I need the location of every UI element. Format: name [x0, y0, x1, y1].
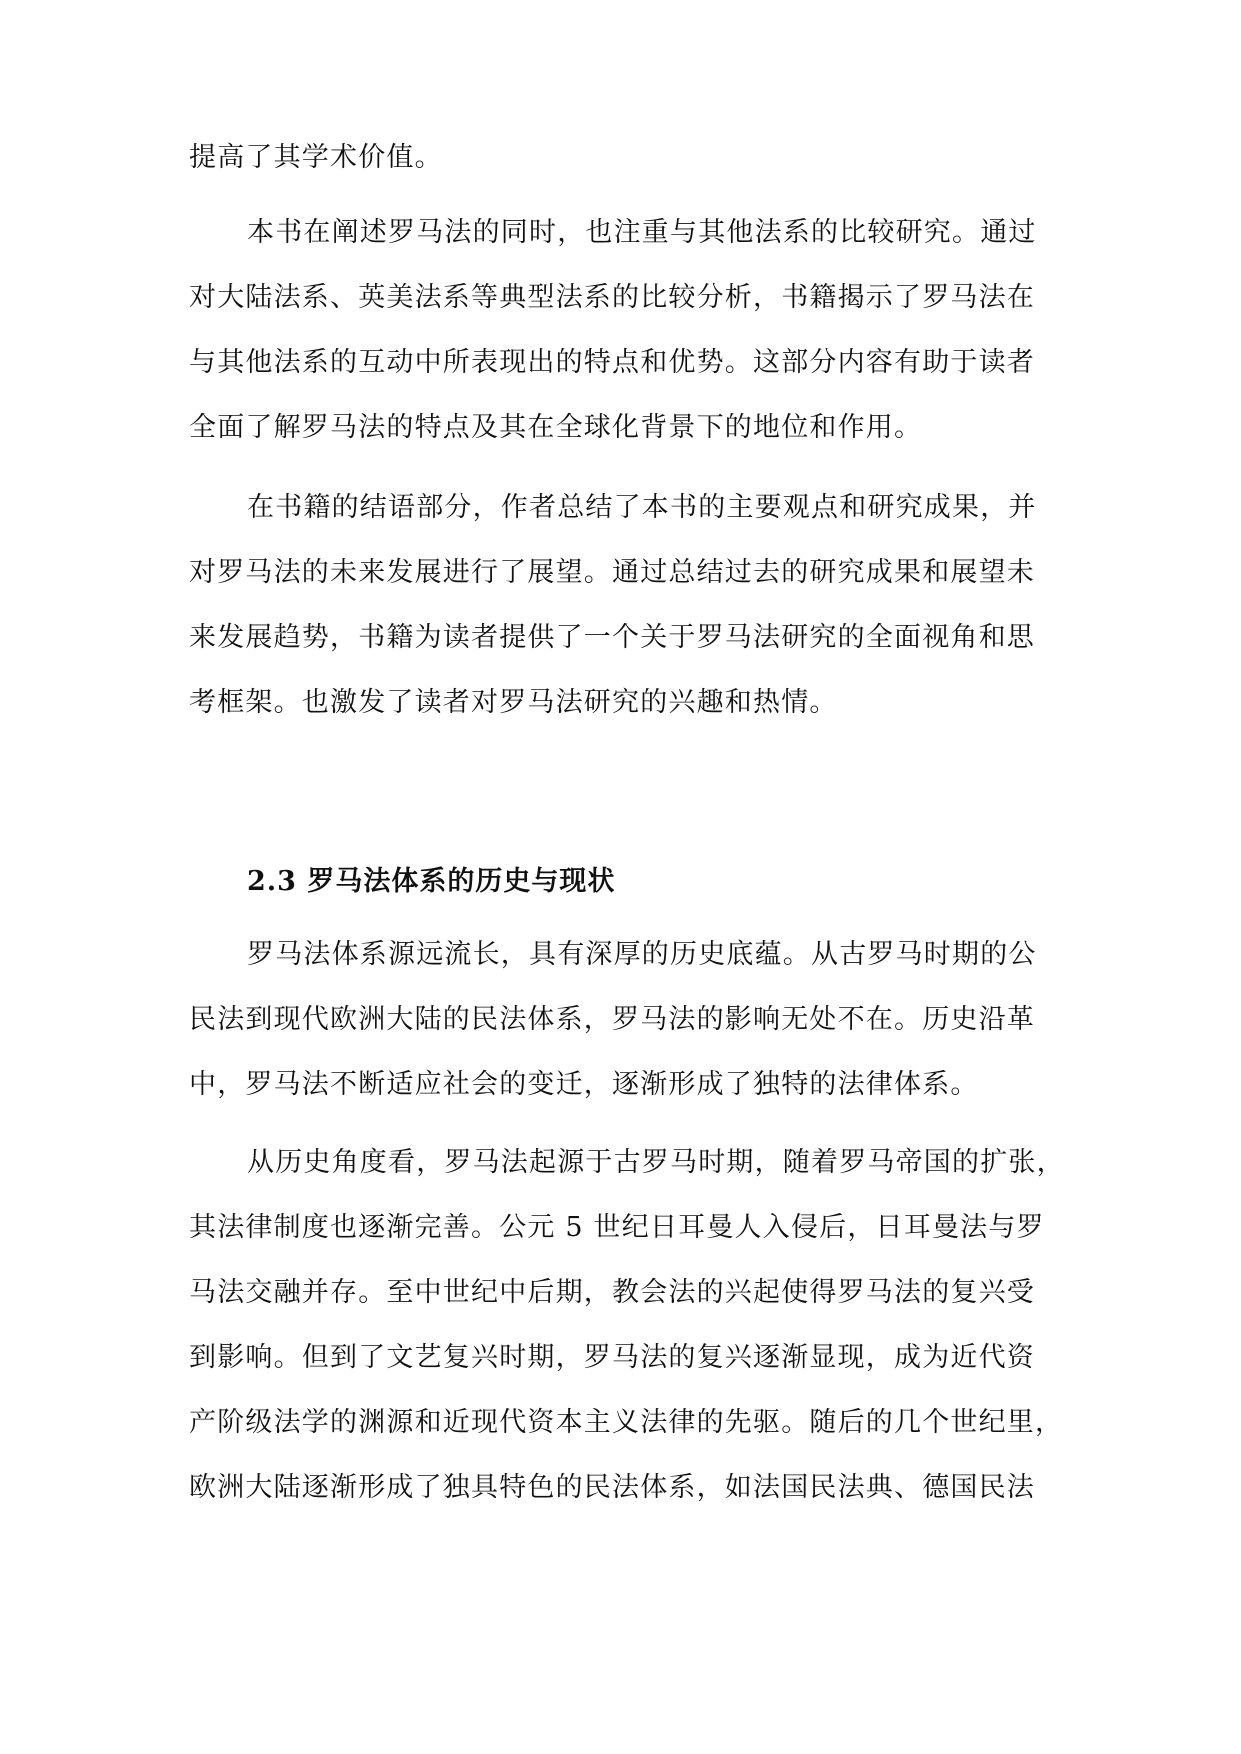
paragraph-history-intro	[189, 922, 1055, 1117]
text-line: 提高了其学术价值。	[189, 142, 443, 173]
text-line: 考框架。也激发了读者对罗马法研究的兴趣和热情。	[189, 687, 838, 718]
text-line: 从历史角度看，罗马法起源于古罗马时期，随着罗马帝国的扩张，	[247, 1147, 1065, 1178]
paragraph-history-detail	[189, 1130, 1065, 1520]
section-heading: 2.3 罗马法体系的历史与现状	[247, 866, 616, 897]
text-line: 全面了解罗马法的特点及其在全球化背景下的地位和作用。	[189, 412, 923, 443]
text-line: 与其他法系的互动中所表现出的特点和优势。这部分内容有助于读者	[189, 347, 1035, 378]
paragraph-conclusion	[189, 475, 1055, 735]
text-line: 本书在阐述罗马法的同时，也注重与其他法系的比较研究。通过	[247, 217, 1037, 248]
text-line: 对大陆法系、英美法系等典型法系的比较分析，书籍揭示了罗马法在	[189, 282, 1035, 313]
text-line: 中，罗马法不断适应社会的变迁，逐渐形成了独特的法律体系。	[189, 1069, 979, 1100]
text-line: 来发展趋势，书籍为读者提供了一个关于罗马法研究的全面视角和思	[189, 622, 1035, 653]
paragraph-continuation	[189, 125, 1055, 190]
text-line: 其法律制度也逐渐完善。公元 5 世纪日耳曼人入侵后，日耳曼法与罗	[189, 1212, 1045, 1243]
text-line: 民法到现代欧洲大陆的民法体系，罗马法的影响无处不在。历史沿革	[189, 1004, 1035, 1035]
paragraph-comparison	[189, 200, 1055, 460]
text-line: 到影响。但到了文艺复兴时期，罗马法的复兴逐渐显现，成为近代资	[189, 1342, 1035, 1373]
text-line: 在书籍的结语部分，作者总结了本书的主要观点和研究成果，并	[247, 492, 1037, 523]
text-line: 欧洲大陆逐渐形成了独具特色的民法体系，如法国民法典、德国民法	[189, 1472, 1035, 1503]
text-line: 罗马法体系源远流长，具有深厚的历史底蕴。从古罗马时期的公	[247, 939, 1037, 970]
text-line: 产阶级法学的渊源和近现代资本主义法律的先驱。随后的几个世纪里，	[189, 1407, 1064, 1438]
text-line: 对罗马法的未来发展进行了展望。通过总结过去的研究成果和展望未	[189, 557, 1035, 588]
text-line: 马法交融并存。至中世纪中后期，教会法的兴起使得罗马法的复兴受	[189, 1277, 1035, 1308]
